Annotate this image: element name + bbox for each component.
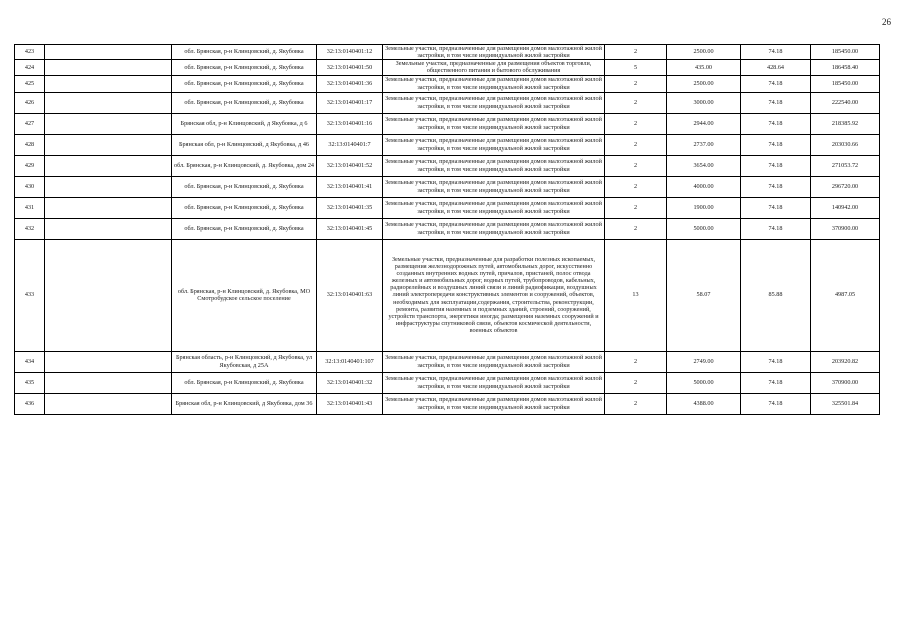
address-cell: обл. Брянская, р-н Клинцовский, д. Якубовка, дом 24: [172, 155, 317, 176]
cadastral-value-cell: 222540.00: [811, 92, 880, 113]
cadastral-number-cell: 32:13:0140401:7: [317, 134, 383, 155]
cadastral-value-cell: 185450.00: [811, 45, 880, 60]
cadastral-number-cell: 32:13:0140401:52: [317, 155, 383, 176]
cadastral-value-table: [14, 44, 880, 415]
address-cell: обл. Брянская, р-н Клинцовский, д. Якубовка: [172, 218, 317, 239]
cadastral-number-cell: 32:13:0140401:16: [317, 113, 383, 134]
area-cell: 2749.00: [667, 351, 741, 372]
table-row: [15, 372, 880, 393]
cadastral-value-cell: 271053.72: [811, 155, 880, 176]
area-cell: 2500.00: [667, 45, 741, 60]
specific-value-cell: 74.18: [741, 176, 811, 197]
address-cell: обл. Брянская, р-н Клинцовский, д. Якубовка: [172, 60, 317, 75]
table-row: [15, 60, 880, 75]
group-cell: 2: [605, 113, 667, 134]
group-cell: 2: [605, 155, 667, 176]
empty-cell: [45, 75, 172, 92]
land-use-cell: Земельные участки, предназначенные для размещения домов малоэтажной жилой застройки, в том числе индивидуальной жилой застройки: [383, 113, 605, 134]
table-body: [15, 45, 880, 415]
address-cell: обл. Брянская, р-н Клинцовский, д. Якубовка, МО Смотробудское сельское поселение: [172, 239, 317, 351]
group-cell: 2: [605, 134, 667, 155]
land-use-cell: Земельные участки, предназначенные для размещения домов малоэтажной жилой застройки, в том числе индивидуальной жилой застройки: [383, 197, 605, 218]
empty-cell: [45, 393, 172, 414]
address-cell: обл. Брянская, р-н Клинцовский, д. Якубовка: [172, 197, 317, 218]
land-use-cell: Земельные участки, предназначенные для размещения домов малоэтажной жилой застройки, в том числе индивидуальной жилой застройки: [383, 351, 605, 372]
address-cell: обл. Брянская, р-н Клинцовский, д. Якубовка: [172, 176, 317, 197]
cadastral-value-cell: 325501.84: [811, 393, 880, 414]
specific-value-cell: 74.18: [741, 393, 811, 414]
empty-cell: [45, 92, 172, 113]
cadastral-value-cell: 185450.00: [811, 75, 880, 92]
area-cell: 4000.00: [667, 176, 741, 197]
cadastral-number-cell: 32:13:0140401:107: [317, 351, 383, 372]
specific-value-cell: 74.18: [741, 134, 811, 155]
empty-cell: [45, 197, 172, 218]
address-cell: обл. Брянская, р-н Клинцовский, д. Якубовка: [172, 92, 317, 113]
area-cell: 435.00: [667, 60, 741, 75]
group-cell: 2: [605, 218, 667, 239]
table-row: [15, 239, 880, 351]
area-cell: 2737.00: [667, 134, 741, 155]
address-cell: обл. Брянская, р-н Клинцовский, д. Якубовка: [172, 372, 317, 393]
empty-cell: [45, 176, 172, 197]
area-cell: 5000.00: [667, 218, 741, 239]
group-cell: 5: [605, 60, 667, 75]
land-use-cell: Земельные участки, предназначенные для разработки полезных ископаемых, размещения железнодорожных путей, автомобильных дорог, искусственно созданных внутренних водных путей, причалов, пристаней, полос отвода железных и автомобильных дорог, водных путей, трубопроводов, кабельных, радиорелейных и воздушных линий связи и линий радиофикации, воздушных линий электропередачи конструктивных элементов и сооружений, объектов, необходимых для эксплуатации,содержания, строительства, реконструкции, ремонта, развития наземных и подземных зданий, строений, сооружений, устройств транспорта, энергетики иногда; размещения наземных сооружений и инфраструктуры спутниковой связи, объектов космической деятельности, военных объектов: [383, 239, 605, 351]
specific-value-cell: 74.18: [741, 155, 811, 176]
table-row: [15, 113, 880, 134]
group-cell: 13: [605, 239, 667, 351]
group-cell: 2: [605, 351, 667, 372]
group-cell: 2: [605, 92, 667, 113]
area-cell: 2944.00: [667, 113, 741, 134]
table-row: [15, 197, 880, 218]
page-number: 26: [882, 17, 891, 27]
area-cell: 4388.00: [667, 393, 741, 414]
cadastral-value-cell: 370900.00: [811, 372, 880, 393]
row-number-cell: 428: [15, 134, 45, 155]
table-row: [15, 92, 880, 113]
specific-value-cell: 428.64: [741, 60, 811, 75]
cadastral-value-cell: 218385.92: [811, 113, 880, 134]
specific-value-cell: 74.18: [741, 218, 811, 239]
table-row: [15, 155, 880, 176]
area-cell: 3000.00: [667, 92, 741, 113]
cadastral-number-cell: 32:13:0140401:12: [317, 45, 383, 60]
empty-cell: [45, 351, 172, 372]
land-use-cell: Земельные участки, предназначенные для размещения домов малоэтажной жилой застройки, в том числе индивидуальной жилой застройки: [383, 134, 605, 155]
cadastral-number-cell: 32:13:0140401:17: [317, 92, 383, 113]
land-use-cell: Земельные участки, предназначенные для размещения домов малоэтажной жилой застройки, в том числе индивидуальной жилой застройки: [383, 176, 605, 197]
empty-cell: [45, 372, 172, 393]
row-number-cell: 432: [15, 218, 45, 239]
cadastral-value-cell: 4987.05: [811, 239, 880, 351]
area-cell: 3654.00: [667, 155, 741, 176]
area-cell: 58.07: [667, 239, 741, 351]
row-number-cell: 430: [15, 176, 45, 197]
land-use-cell: Земельные участки, предназначенные для размещения домов малоэтажной жилой застройки, в том числе индивидуальной жилой застройки: [383, 92, 605, 113]
group-cell: 2: [605, 372, 667, 393]
empty-cell: [45, 134, 172, 155]
address-cell: обл. Брянская, р-н Клинцовский, д. Якубовка: [172, 75, 317, 92]
area-cell: 2500.00: [667, 75, 741, 92]
address-cell: обл. Брянская, р-н Клинцовский, д. Якубовка: [172, 45, 317, 60]
address-cell: Брянская обл, р-н Клинцовский, д Якубовка, д 6: [172, 113, 317, 134]
table-row: [15, 393, 880, 414]
empty-cell: [45, 60, 172, 75]
table-row: [15, 218, 880, 239]
group-cell: 2: [605, 176, 667, 197]
land-use-cell: Земельные участки, предназначенные для размещения домов малоэтажной жилой застройки, в том числе индивидуальной жилой застройки: [383, 45, 605, 60]
empty-cell: [45, 218, 172, 239]
table-row: [15, 134, 880, 155]
cadastral-value-cell: 203030.66: [811, 134, 880, 155]
empty-cell: [45, 113, 172, 134]
row-number-cell: 424: [15, 60, 45, 75]
cadastral-value-cell: 203920.82: [811, 351, 880, 372]
cadastral-number-cell: 32:13:0140401:63: [317, 239, 383, 351]
empty-cell: [45, 45, 172, 60]
row-number-cell: 423: [15, 45, 45, 60]
table-row: [15, 351, 880, 372]
cadastral-number-cell: 32:13:0140401:41: [317, 176, 383, 197]
row-number-cell: 434: [15, 351, 45, 372]
cadastral-value-cell: 370900.00: [811, 218, 880, 239]
specific-value-cell: 74.18: [741, 92, 811, 113]
row-number-cell: 436: [15, 393, 45, 414]
table-row: [15, 176, 880, 197]
cadastral-value-cell: 140942.00: [811, 197, 880, 218]
cadastral-number-cell: 32:13:0140401:32: [317, 372, 383, 393]
land-use-cell: Земельные участки, предназначенные для размещения домов малоэтажной жилой застройки, в том числе индивидуальной жилой застройки: [383, 393, 605, 414]
specific-value-cell: 74.18: [741, 372, 811, 393]
empty-cell: [45, 239, 172, 351]
row-number-cell: 426: [15, 92, 45, 113]
row-number-cell: 427: [15, 113, 45, 134]
cadastral-value-cell: 296720.00: [811, 176, 880, 197]
specific-value-cell: 74.18: [741, 45, 811, 60]
table-row: [15, 45, 880, 60]
cadastral-number-cell: 32:13:0140401:35: [317, 197, 383, 218]
cadastral-number-cell: 32:13:0140401:45: [317, 218, 383, 239]
group-cell: 2: [605, 393, 667, 414]
specific-value-cell: 74.18: [741, 113, 811, 134]
area-cell: 5000.00: [667, 372, 741, 393]
specific-value-cell: 85.88: [741, 239, 811, 351]
group-cell: 2: [605, 45, 667, 60]
empty-cell: [45, 155, 172, 176]
land-use-cell: Земельные участки, предназначенные для размещения домов малоэтажной жилой застройки, в том числе индивидуальной жилой застройки: [383, 218, 605, 239]
row-number-cell: 429: [15, 155, 45, 176]
land-use-cell: Земельные участки, предназначенные для размещения домов малоэтажной жилой застройки, в том числе индивидуальной жилой застройки: [383, 372, 605, 393]
cadastral-number-cell: 32:13:0140401:50: [317, 60, 383, 75]
land-use-cell: Земельные участки, предназначенные для размещения домов малоэтажной жилой застройки, в том числе индивидуальной жилой застройки: [383, 155, 605, 176]
specific-value-cell: 74.18: [741, 351, 811, 372]
row-number-cell: 435: [15, 372, 45, 393]
cadastral-number-cell: 32:13:0140401:43: [317, 393, 383, 414]
specific-value-cell: 74.18: [741, 75, 811, 92]
table-row: [15, 75, 880, 92]
land-use-cell: Земельные участки, предназначенные для размещения объектов торговли, общественного питания и бытового обслуживания: [383, 60, 605, 75]
area-cell: 1900.00: [667, 197, 741, 218]
cadastral-value-cell: 186458.40: [811, 60, 880, 75]
row-number-cell: 431: [15, 197, 45, 218]
address-cell: Брянская обл, р-н Клинцовский, д Якубовка, дом 36: [172, 393, 317, 414]
address-cell: Брянская область, р-н Клинцовский, д Якубовка, ул Якубовская, д 25А: [172, 351, 317, 372]
row-number-cell: 433: [15, 239, 45, 351]
cadastral-number-cell: 32:13:0140401:36: [317, 75, 383, 92]
group-cell: 2: [605, 197, 667, 218]
land-use-cell: Земельные участки, предназначенные для размещения домов малоэтажной жилой застройки, в том числе индивидуальной жилой застройки: [383, 75, 605, 92]
address-cell: Брянская обл, р-н Клинцовский, д Якубовка, д 46: [172, 134, 317, 155]
group-cell: 2: [605, 75, 667, 92]
specific-value-cell: 74.18: [741, 197, 811, 218]
row-number-cell: 425: [15, 75, 45, 92]
